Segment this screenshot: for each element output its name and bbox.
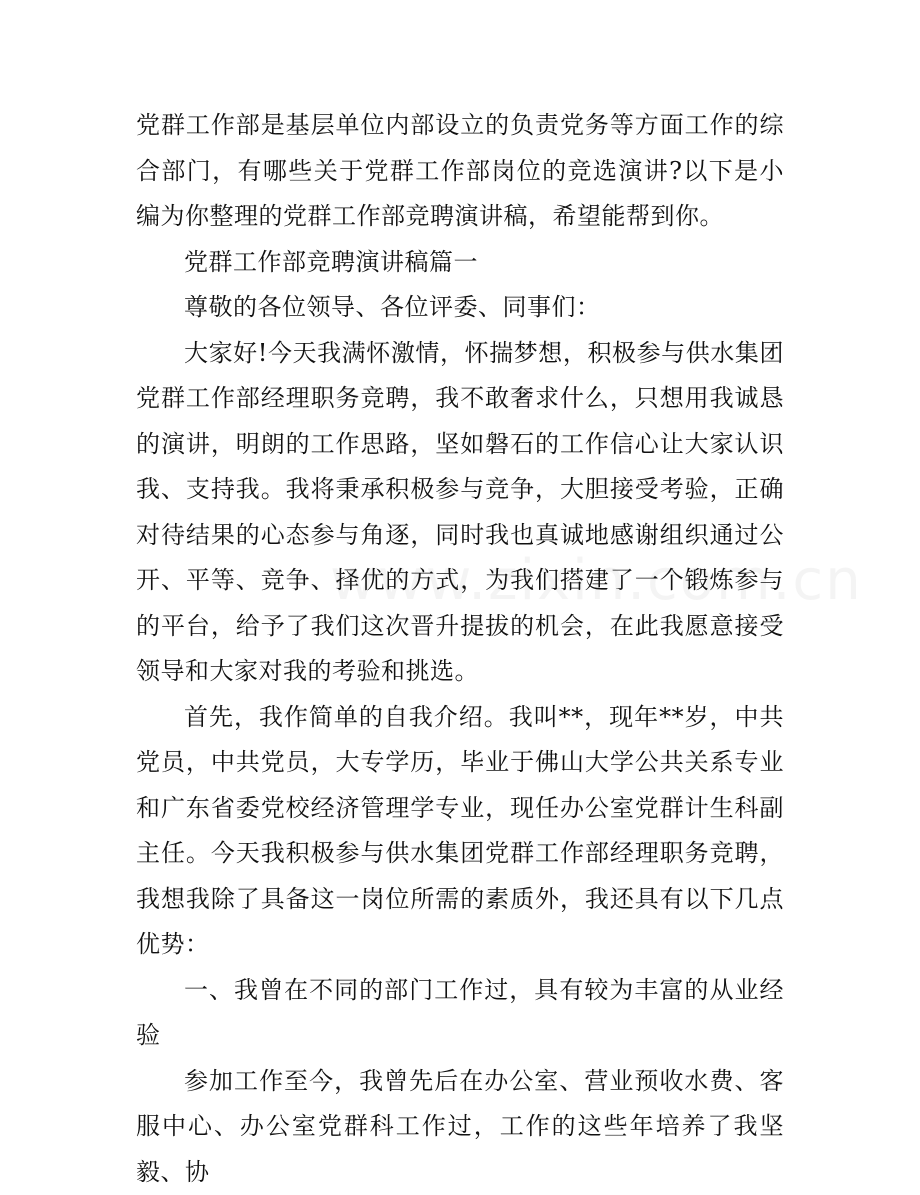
salutation: 尊敬的各位领导、各位评委、同事们：	[136, 285, 784, 331]
paragraph-greeting: 大家好!今天我满怀激情，怀揣梦想，积极参与供水集团党群工作部经理职务竞聘，我不敢奢求什么，只想用我诚恳的演讲，明朗的工作思路，坚如磐石的工作信心让大家认识我、支持我。我将秉承积极参与竞争，大胆接受考验，正确对待结果的心态参与角逐，同时我也真诚地感谢组织通过公开、平等、竞争、择优的方式，为我们搭建了一个锻炼参与的平台，给予了我们这次晋升提拔的机会，在此我愿意接受领导和大家对我的考验和挑选。	[136, 331, 784, 695]
document-body	[136, 103, 784, 1195]
subheading-advantage-1: 一、我曾在不同的部门工作过，具有较为丰富的从业经验	[136, 968, 784, 1059]
paragraph-experience: 参加工作至今，我曾先后在办公室、营业预收水费、客服中心、办公室党群科工作过，工作的这些年培养了我坚毅、协	[136, 1059, 784, 1195]
paragraph-intro: 党群工作部是基层单位内部设立的负责党务等方面工作的综合部门，有哪些关于党群工作部岗位的竞选演讲?以下是小编为你整理的党群工作部竞聘演讲稿，希望能帮到你。	[136, 103, 784, 240]
section-heading: 党群工作部竞聘演讲稿篇一	[136, 240, 784, 286]
paragraph-self-intro: 首先，我作简单的自我介绍。我叫**，现年**岁，中共党员，中共党员，大专学历，毕业于佛山大学公共关系专业和广东省委党校经济管理学专业，现任办公室党群计生科副主任。今天我积极参与供水集团党群工作部经理职务竞聘，我想我除了具备这一岗位所需的素质外，我还具有以下几点优势：	[136, 695, 784, 968]
